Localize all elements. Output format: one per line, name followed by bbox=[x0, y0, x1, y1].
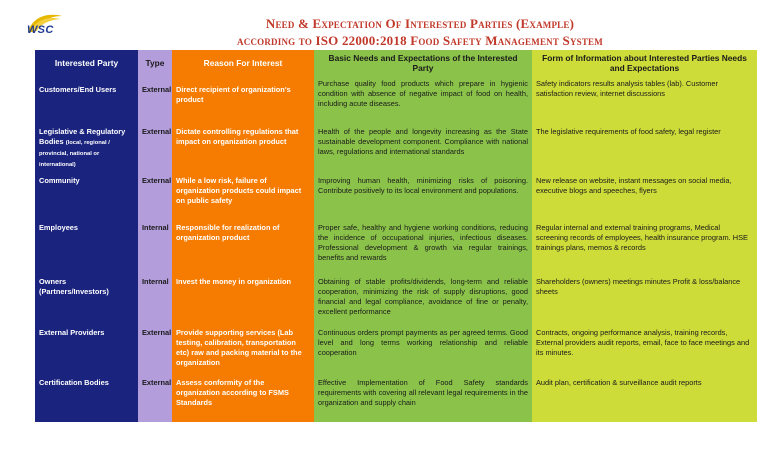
row-needs: Proper safe, healthy and hygiene working conditions, reducing the incidence of occupational injuries, infectious diseases. Professional development & growth via regular trainings, benefits and rewards bbox=[314, 214, 532, 268]
header-type: Type bbox=[138, 50, 172, 76]
row-needs: Obtaining of stable profits/dividends, long-term and reliable cooperation, minimizing the risk of supply disruptions, good financial and legal compliance, avoidance of fine or penalty, excellent performance bbox=[314, 268, 532, 319]
row-reason: Invest the money in organization bbox=[172, 268, 314, 319]
row-type: Internal bbox=[138, 214, 172, 268]
row-party: Employees bbox=[35, 214, 138, 268]
header-reason: Reason For Interest bbox=[172, 50, 314, 76]
row-needs: Continuous orders prompt payments as per agreed terms. Good level and long terms working relationship and reliable cooperation bbox=[314, 319, 532, 369]
row-type: Internal bbox=[138, 268, 172, 319]
row-needs: Improving human health, minimizing risks of poisoning. Contribute positively to its local environment and populations. bbox=[314, 167, 532, 214]
row-form: The legislative requirements of food safety, legal register bbox=[532, 118, 757, 167]
row-party: Legislative & Regulatory Bodies (local, regional / provincial, national or international) bbox=[35, 118, 138, 167]
row-reason: While a low risk, failure of organization products could impact on public safety bbox=[172, 167, 314, 214]
row-party: Certification Bodies bbox=[35, 369, 138, 422]
row-type: External bbox=[138, 319, 172, 369]
row-reason: Provide supporting services (Lab testing, calibration, transportation etc) raw and packing material to the organization bbox=[172, 319, 314, 369]
row-reason: Responsible for realization of organization product bbox=[172, 214, 314, 268]
row-type: External bbox=[138, 76, 172, 118]
row-needs: Purchase quality food products which prepare in hygienic condition with absence of negative impact of food on health, including acute diseases. bbox=[314, 76, 532, 118]
page-title: Need & Expectation Of Interested Parties (Example) bbox=[265, 16, 575, 31]
row-reason: Direct recipient of organization's product bbox=[172, 76, 314, 118]
interested-parties-table bbox=[35, 50, 757, 422]
page-subtitle: according to ISO 22000:2018 Food Safety Management System bbox=[237, 33, 603, 48]
row-form: Regular internal and external training programs, Medical screening records of employees, health insurance program. HSE trainings plans, memos & records bbox=[532, 214, 757, 268]
row-reason: Assess conformity of the organization according to FSMS Standards bbox=[172, 369, 314, 422]
row-form: Contracts, ongoing performance analysis, training records, External providers audit reports, email, face to face meetings and its minutes. bbox=[532, 319, 757, 369]
row-party: Owners (Partners/Investors) bbox=[35, 268, 138, 319]
row-needs: Effective Implementation of Food Safety standards requirements with covering all relevant legal requirements in the organization and supply chain bbox=[314, 369, 532, 422]
logo-text: WSC bbox=[27, 24, 54, 36]
header-form: Form of Information about Interested Parties Needs and Expectations bbox=[532, 50, 757, 76]
row-reason: Dictate controlling regulations that impact on organization product bbox=[172, 118, 314, 167]
row-form: New release on website, instant messages on social media, executive blogs and speeches, flyers bbox=[532, 167, 757, 214]
row-type: External bbox=[138, 369, 172, 422]
row-party: Customers/End Users bbox=[35, 76, 138, 118]
row-needs: Health of the people and longevity increasing as the State sustainable development component. Compliance with national laws, regulations and international standards bbox=[314, 118, 532, 167]
row-form: Safety indicators results analysis tables (lab). Customer satisfaction review, internet discussions bbox=[532, 76, 757, 118]
row-type: External bbox=[138, 118, 172, 167]
header-needs: Basic Needs and Expectations of the Interested Party bbox=[314, 50, 532, 76]
row-type: External bbox=[138, 167, 172, 214]
row-party: External Providers bbox=[35, 319, 138, 369]
row-party: Community bbox=[35, 167, 138, 214]
header-interested-party: Interested Party bbox=[35, 50, 138, 76]
row-form: Shareholders (owners) meetings minutes Profit & loss/balance sheets bbox=[532, 268, 757, 319]
row-party-note: (local, regional / provincial, national or international) bbox=[39, 139, 110, 167]
row-form: Audit plan, certification & surveillance audit reports bbox=[532, 369, 757, 422]
